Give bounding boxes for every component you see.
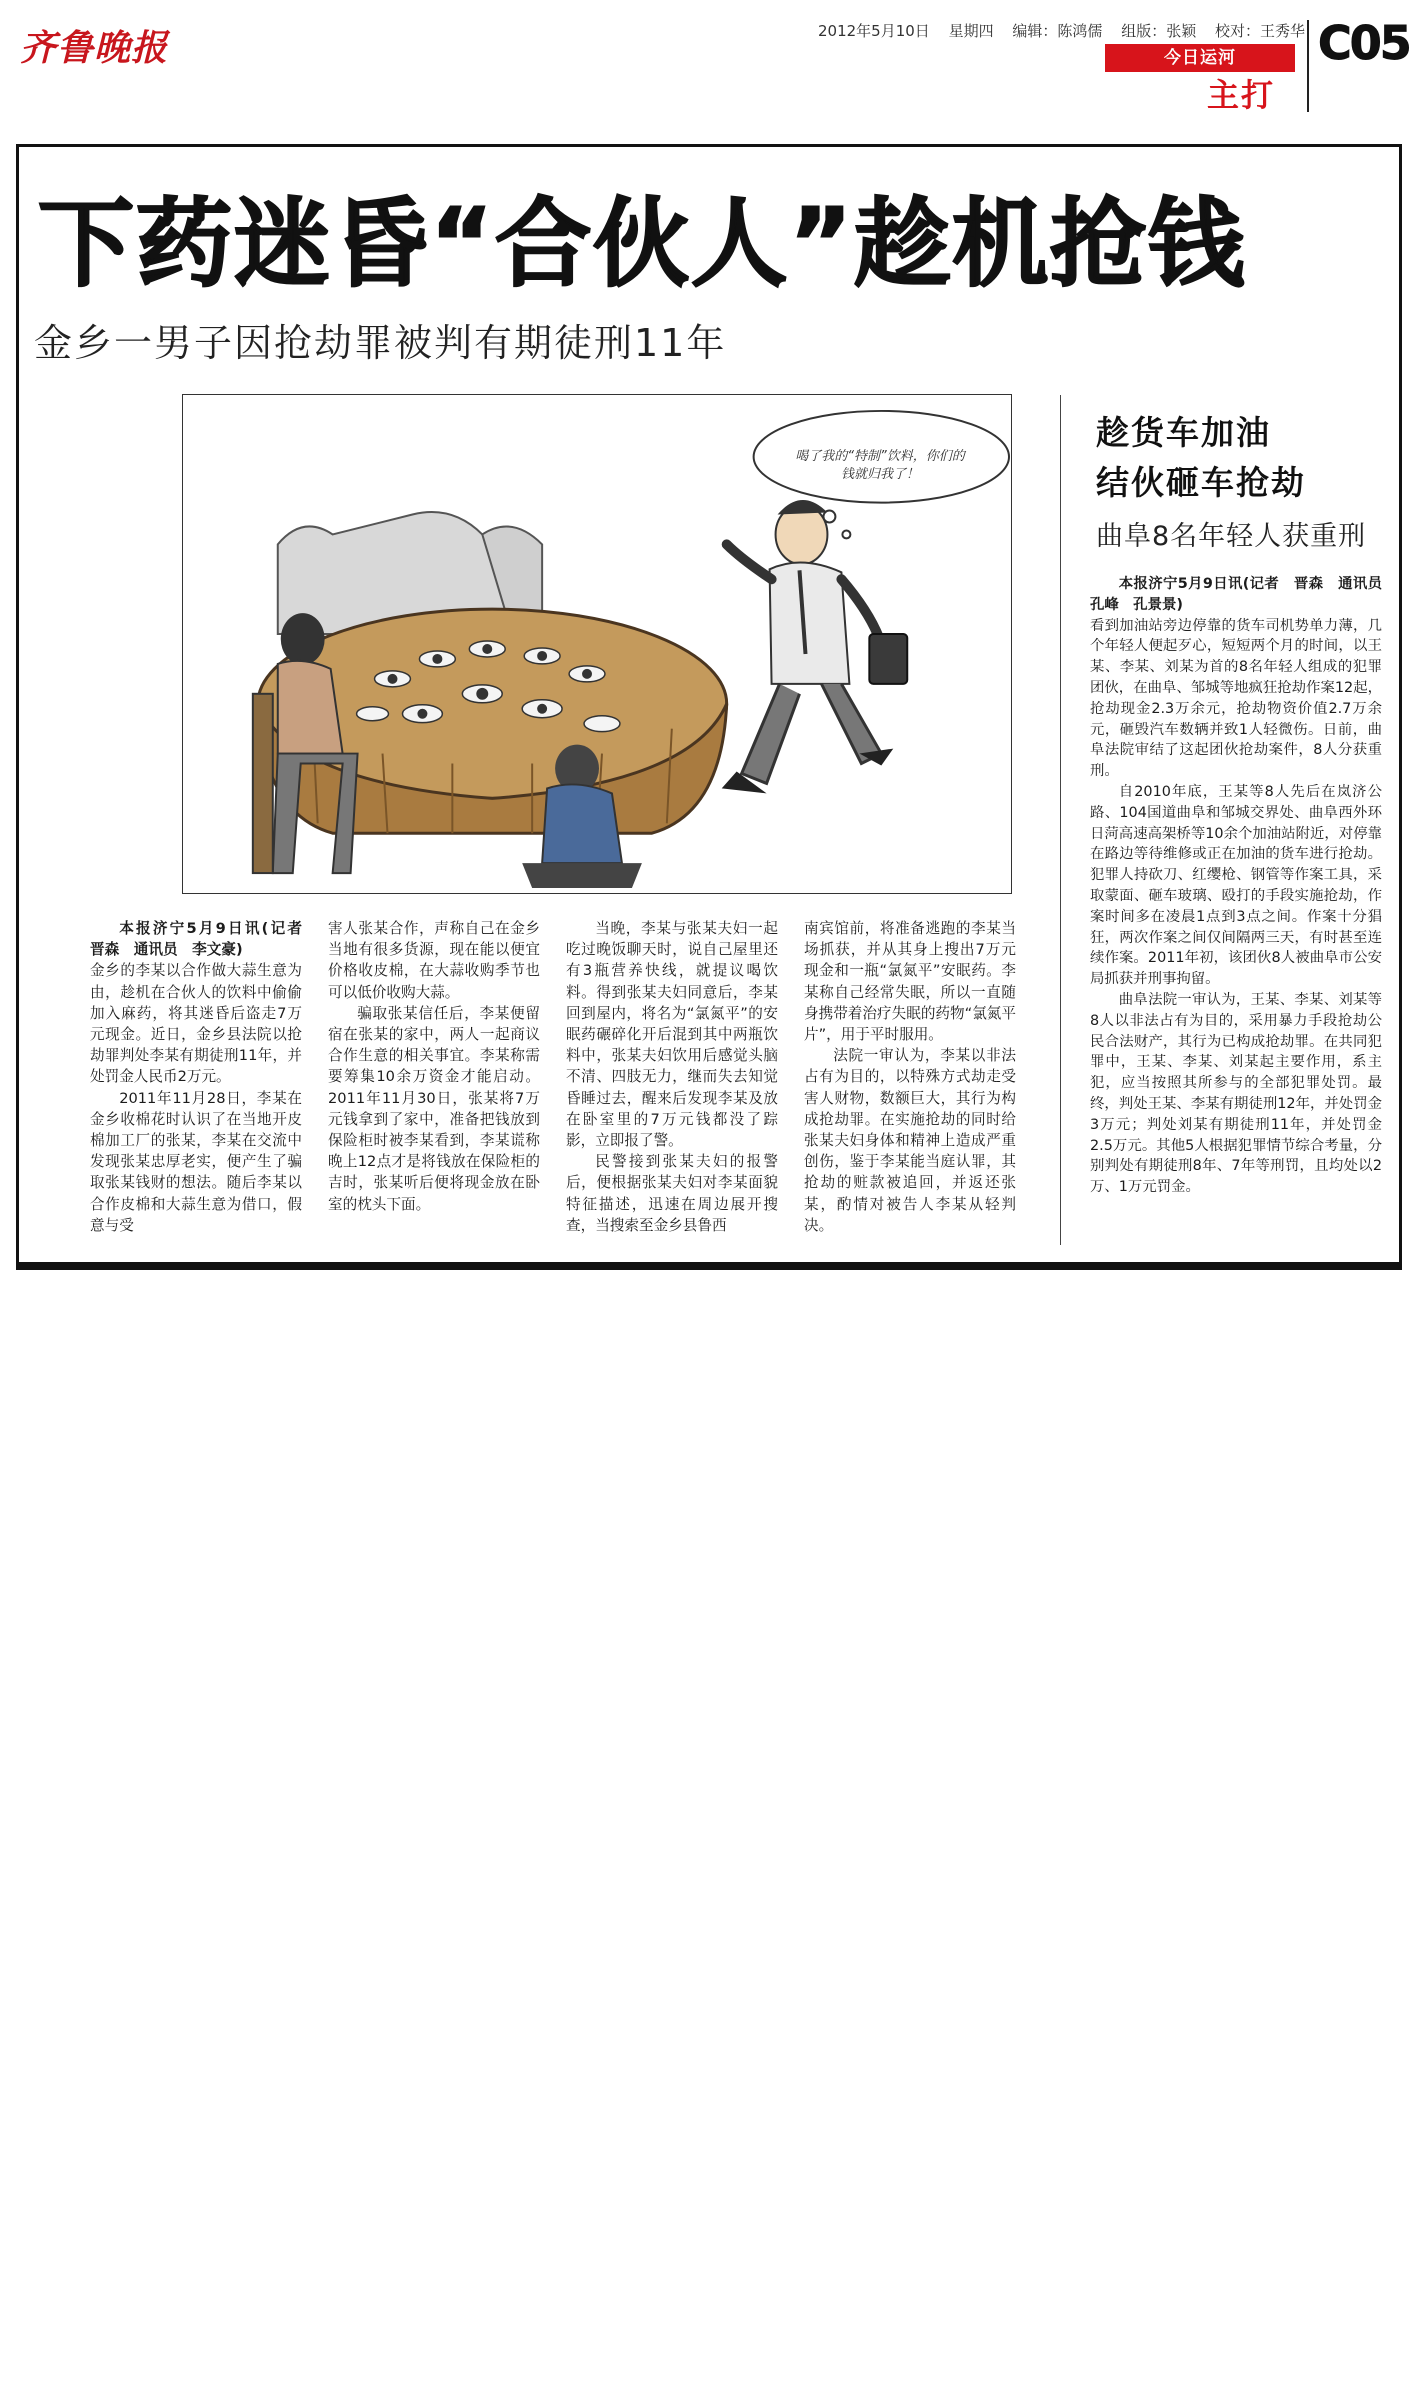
article-byline: 本报济宁5月9日讯(记者 晋森 通讯员 李文豪)	[90, 920, 317, 959]
article-paragraph: 南宾馆前，将准备逃跑的李某当场抓获，并从其身上搜出7万元现金和一瓶“氯氮平”安眠药。李某称自己经常失眠，所以一直随身携带着治疗失眠的药物“氯氮平片”，用于平时服用。	[804, 920, 1016, 1044]
article-column-4	[804, 918, 1016, 1258]
sidebar-paragraph: 看到加油站旁边停靠的货车司机势单力薄，几个年轻人便起歹心，短短两个月的时间，以王某、李某、刘某为首的8名年轻人组成的犯罪团伙，在曲阜、邹城等地疯狂抢劫作案12起，抢劫现金2.3万余元，抢劫物资价值2.7万余元，砸毁汽车数辆并致1人轻微伤。日前，曲阜法院审结了这起团伙抢劫案件，8人分获重刑。	[1090, 617, 1382, 780]
issue-weekday: 星期四	[948, 22, 994, 40]
editor-credit: 编辑：陈鸿儒	[1012, 22, 1103, 40]
issue-date: 2012年5月10日	[818, 22, 930, 40]
article-paragraph: 当晚，李某与张某夫妇一起吃过晚饭聊天时，说自己屋里还有3瓶营养快线，就提议喝饮料。得到张某夫妇同意后，李某回到屋内，将名为“氯氮平”的安眠药碾碎化开后混到其中两瓶饮料中，张某夫妇饮用后感觉头脑不清、四肢无力，继而失去知觉昏睡过去，醒来后发现李某及放在卧室里的7万元钱都没了踪影，立即报了警。	[566, 920, 778, 1150]
article-paragraph: 法院一审认为，李某以非法占有为目的，以特殊方式劫走受害人财物，数额巨大，其行为构成抢劫罪。在实施抢劫的同时给张某夫妇身体和精神上造成严重创伤，鉴于李某能当庭认罪，其抢劫的赃款被追回，并返还张某，酌情对被告人李某从轻判决。	[804, 1047, 1016, 1234]
page-number: C05	[1318, 16, 1410, 70]
sidebar-subheadline: 曲阜8名年轻人获重刑	[1096, 521, 1367, 552]
sidebar-headline-line-1: 趁货车加油	[1096, 413, 1271, 452]
masthead-logo: 齐鲁晚报	[20, 27, 169, 69]
article-paragraph: 民警接到张某夫妇的报警后，便根据张某夫妇对李某面貌特征描述，迅速在周边展开搜查，当搜索至金乡县鲁西	[566, 1153, 778, 1234]
article-paragraph: 金乡的李某以合作做大蒜生意为由，趁机在合伙人的饮料中偷偷加入麻药，将其迷昏后盗走7万元现金。近日，金乡县法院以抢劫罪判处李某有期徒刑11年，并处罚金人民币2万元。	[90, 962, 302, 1086]
main-subheadline: 金乡一男子因抢劫罪被判有期徒刑11年	[34, 321, 727, 365]
proof-credit: 校对：王秀华	[1214, 22, 1305, 40]
sidebar-headline	[1096, 408, 1306, 508]
article-paragraph: 骗取张某信任后，李某便留宿在张某的家中，两人一起商议合作生意的相关事宜。李某称需要筹集10余万资金才能启动。2011年11月30日，张某将7万元钱拿到了家中，准备把钱放到保险柜时被李某看到，李某谎称晚上12点才是将钱放在保险柜的吉时，张某听后便将现金放在卧室的枕头下面。	[328, 1004, 540, 1213]
issue-meta	[818, 20, 1319, 41]
article-paragraph: 2011年11月28日，李某在金乡收棉花时认识了在当地开皮棉加工厂的张某，李某在交流中发现张某忠厚老实，便产生了骗取张某钱财的想法。随后李某以合作皮棉和大蒜生意为借口，假意与受	[90, 1089, 302, 1234]
main-headline: 下药迷昏“合伙人”趁机抢钱	[38, 188, 1247, 300]
header-divider	[1307, 20, 1309, 112]
article-column-3	[566, 918, 778, 1258]
sidebar-paragraph: 曲阜法院一审认为，王某、李某、刘某等8人以非法占有为目的，采用暴力手段抢劫公民合法财产，其行为已构成抢劫罪。在共同犯罪中，王某、李某、刘某起主要作用，系主犯，应当按照其所参与的全部犯罪处罚。最终，判处王某、李某有期徒刑12年，并处罚金3万元；判处刘某有期徒刑11年，并处罚金2.5万元。其他5人根据犯罪情节综合考量，分别判处有期徒刑8年、7年等刑罚，且均处以2万、1万元罚金。	[1090, 991, 1382, 1196]
cartoon-speech-bubble: 喝了我的“特制”饮料，你们的钱就归我了！	[795, 449, 965, 482]
section-label: 今日运河	[1105, 44, 1295, 72]
article-column-2	[328, 918, 540, 1258]
layout-credit: 组版：张颖	[1121, 22, 1197, 40]
article-paragraph: 害人张某合作，声称自己在金乡当地有很多货源，现在能以便宜价格收皮棉，在大蒜收购季节也可以低价收购大蒜。	[328, 920, 540, 1001]
frame-bottom-rule	[16, 1262, 1402, 1270]
sidebar-body	[1090, 574, 1397, 1254]
sidebar-divider	[1060, 395, 1061, 1245]
sidebar-paragraph: 自2010年底，王某等8人先后在岚济公路、104国道曲阜和邹城交界处、曲阜西外环日菏高速高架桥等10余个加油站附近，对停靠在路边等待维修或正在加油的货车进行抢劫。犯罪人持砍刀、红缨枪、钢管等作案工具，采取蒙面、砸车玻璃、殴打的手段实施抢劫，作案时间多在凌晨1点到3点之间。作案十分猖狂，两次作案之间仅间隔两三天，有时甚至连续作案。2011年初，该团伙8人被曲阜市公安局抓获并刑事拘留。	[1090, 783, 1382, 988]
sidebar-headline-line-2: 结伙砸车抢劫	[1096, 463, 1306, 502]
sidebar-byline: 本报济宁5月9日讯(记者 晋森 通讯员 孔峰 孔景景)	[1090, 576, 1397, 613]
article-column-1	[90, 918, 317, 1258]
lead-editor-label: 主打	[1207, 76, 1276, 114]
